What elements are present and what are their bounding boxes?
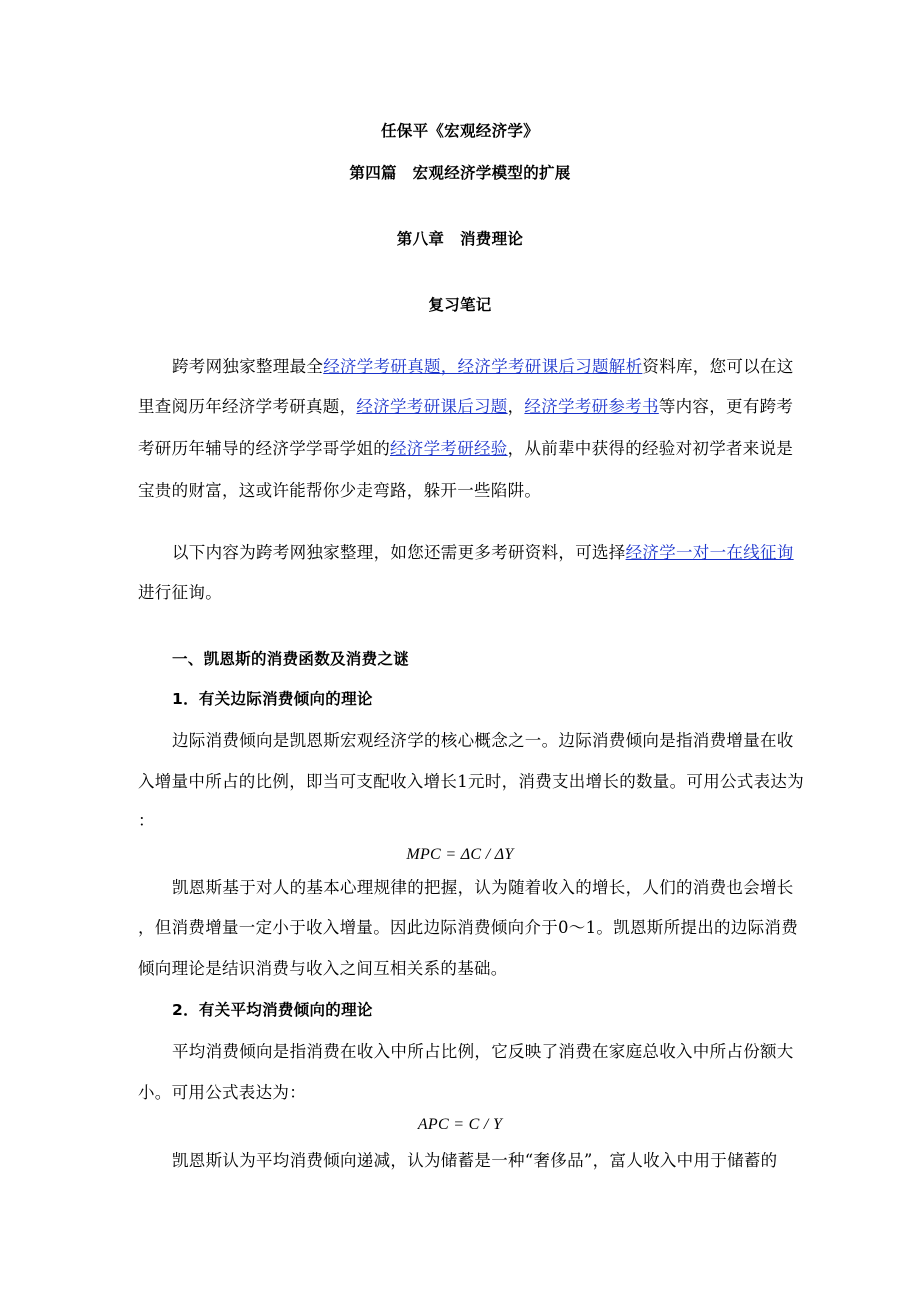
intro-text: 跨考网独家整理最全 <box>172 357 324 376</box>
intro-line-3 <box>138 438 794 460</box>
link-exercises[interactable]: 经济学考研课后习题 <box>356 397 508 416</box>
intro-line-1 <box>172 356 794 378</box>
paragraph-line: 倾向理论是结识消费与收入之间互相关系的基础。 <box>138 959 508 978</box>
book-title: 任保平《宏观经济学》 <box>380 122 539 140</box>
intro-line-2 <box>138 396 794 418</box>
part-title: 第四篇 宏观经济学模型的扩展 <box>349 164 571 182</box>
intro-text: ，从前辈中获得的经验对初学者来说是 <box>507 439 794 458</box>
paragraph-line: ： <box>138 811 155 830</box>
subsection-heading-apc: 2．有关平均消费倾向的理论 <box>172 1001 373 1019</box>
link-reference-books[interactable]: 经济学考研参考书 <box>524 397 659 416</box>
intro-text: 以下内容为跨考网独家整理，如您还需更多考研资料，可选择 <box>172 543 626 562</box>
paragraph-line: 边际消费倾向是凯恩斯宏观经济学的核心概念之一。边际消费倾向是指消费增量在收 <box>172 731 794 750</box>
link-consultation[interactable]: 经济学一对一在线征询 <box>625 543 794 562</box>
chapter-title: 第八章 消费理论 <box>396 230 524 248</box>
intro-text: 考研历年辅导的经济学学哥学姐的 <box>138 439 390 458</box>
paragraph-line: ，但消费增量一定小于收入增量。因此边际消费倾向介于0～1。凯恩斯所提出的边际消费 <box>138 918 798 937</box>
paragraph-line: 小。可用公式表达为： <box>138 1083 306 1102</box>
intro-text: ， <box>507 397 525 416</box>
paragraph-line: 入增量中所占的比例，即当可支配收入增长1元时，消费支出增长的数量。可用公式表达为 <box>138 772 804 791</box>
paragraph-line: 平均消费倾向是指消费在收入中所占比例，它反映了消费在家庭总收入中所占份额大 <box>172 1042 794 1061</box>
intro-text: 等内容，更有跨考 <box>658 397 794 416</box>
section-heading: 一、凯恩斯的消费函数及消费之谜 <box>172 650 410 668</box>
intro-line-6: 进行征询。 <box>138 583 222 602</box>
intro-text: 里查阅历年经济学考研真题， <box>138 397 357 416</box>
paragraph-line: 凯恩斯基于对人的基本心理规律的把握，认为随着收入的增长，人们的消费也会增长 <box>172 878 794 897</box>
notes-title: 复习笔记 <box>428 296 492 314</box>
paragraph-line: 凯恩斯认为平均消费倾向递减，认为储蓄是一种“奢侈品”，富人收入中用于储蓄的 <box>172 1151 778 1170</box>
intro-line-5 <box>172 542 794 564</box>
intro-line-4: 宝贵的财富，这或许能帮你少走弯路，躲开一些陷阱。 <box>138 481 542 500</box>
apc-formula: APC = C / Y <box>417 1116 503 1133</box>
subsection-heading-mpc: 1．有关边际消费倾向的理论 <box>172 690 373 708</box>
link-exam-papers[interactable]: 经济学考研真题，经济学考研课后习题解析 <box>323 357 643 376</box>
intro-text: 资料库，您可以在这 <box>642 357 794 376</box>
link-experience[interactable]: 经济学考研经验 <box>390 439 508 458</box>
mpc-formula: MPC = ΔC / ΔY <box>406 846 514 863</box>
